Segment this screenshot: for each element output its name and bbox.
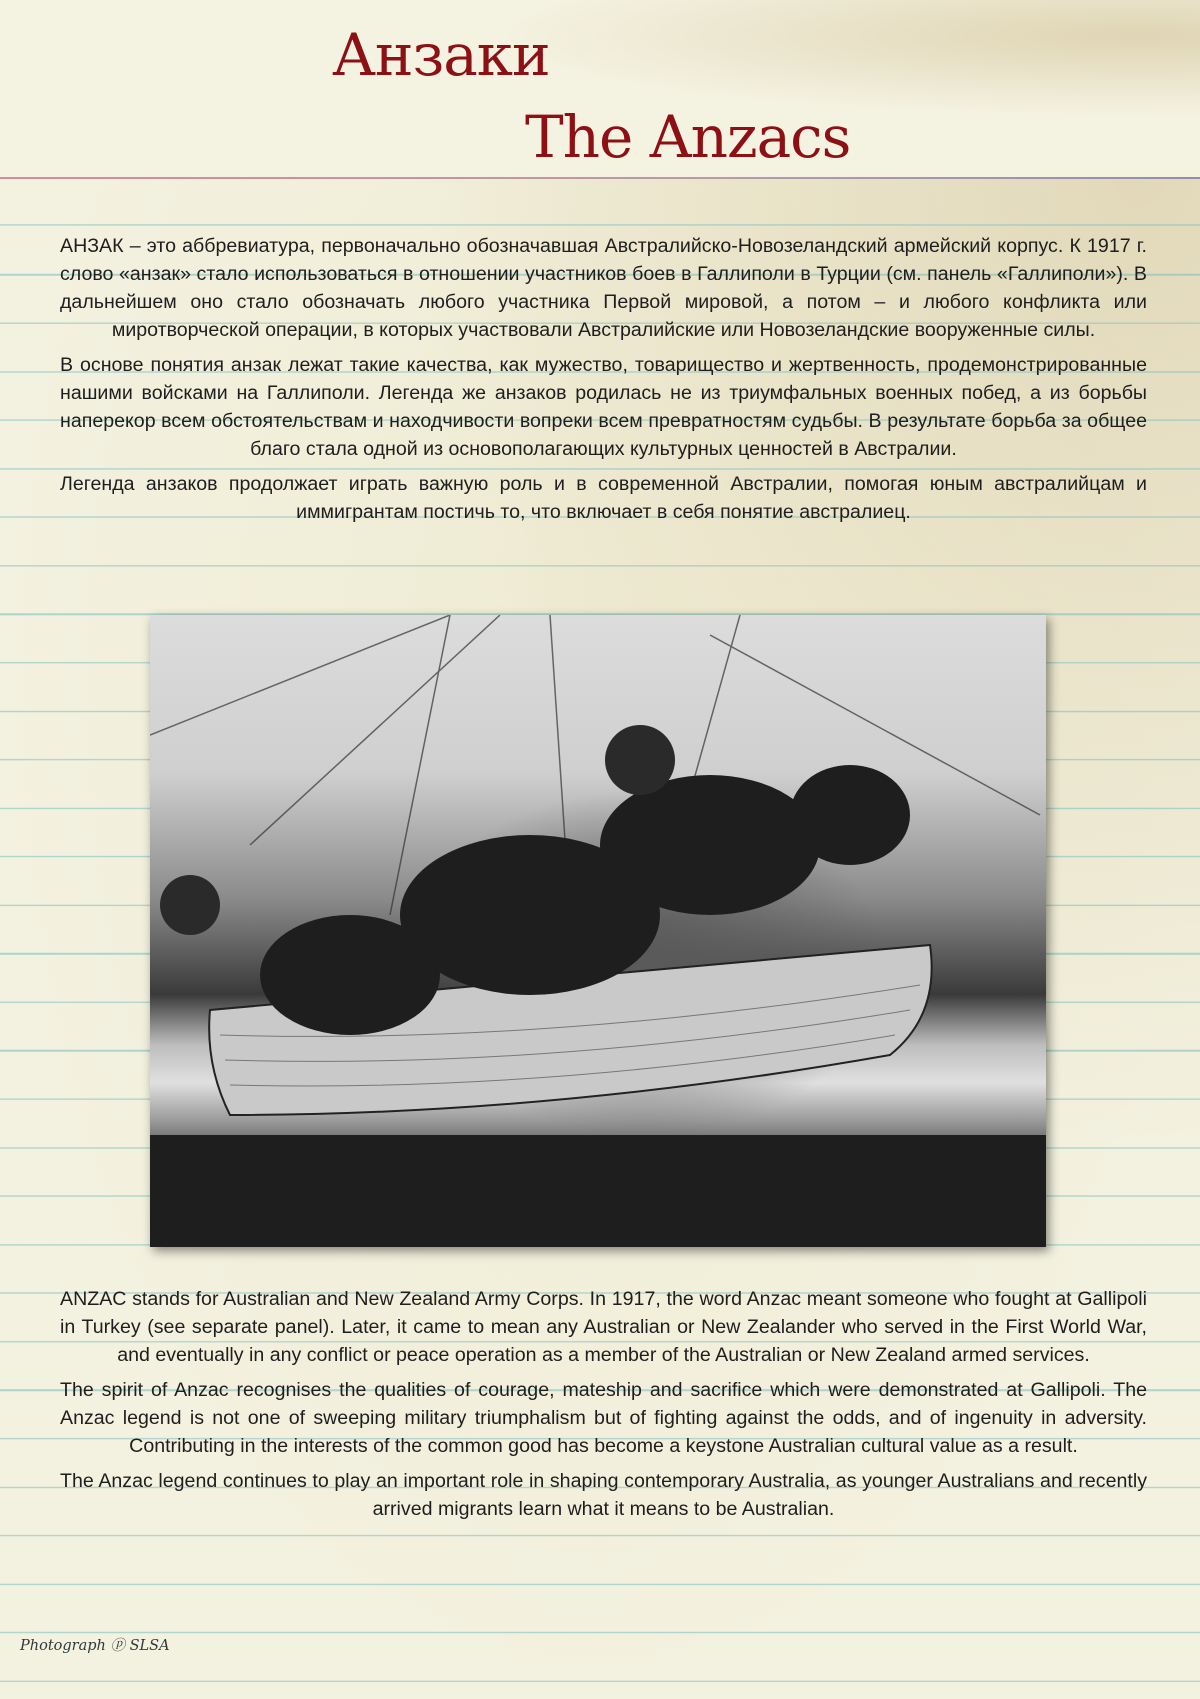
english-paragraph: The Anzac legend continues to play an important role in shaping contemporary Australia, as younger Australians and recently arrived migrants learn what it means to be Australian. <box>60 1470 1147 1520</box>
header-divider <box>0 177 1200 179</box>
russian-text-block <box>60 232 1147 533</box>
page-title-russian: Анзаки <box>332 21 550 89</box>
photo-credit: Photograph ⓟ SLSA <box>20 1638 170 1654</box>
english-paragraph: ANZAC stands for Australian and New Zealand Army Corps. In 1917, the word Anzac meant someone who fought at Gallipoli in Turkey (see separate panel). Later, it came to mean any Australian or New Zealander who served in the First World War, and eventually in any conflict or peace operation as a member of the Australian or New Zealand armed services. <box>60 1288 1147 1366</box>
english-paragraph: The spirit of Anzac recognises the qualities of courage, mateship and sacrifice which were demonstrated at Gallipoli. The Anzac legend is not one of sweeping military triumphalism but of fighting against the odds, and of ingenuity in adversity. Contributing in the interests of the common good has become a keystone Australian cultural value as a result. <box>60 1379 1147 1457</box>
russian-paragraph: АНЗАК – это аббревиатура, первоначально обозначавшая Австралийско-Новозеландский армейский корпус. К 1917 г. слово «анзак» стало использоваться в отношении участников боев в Галлиполи в Турции (см. панель «Галлиполи»). В дальнейшем оно стало обозначать любого участника Первой мировой, а потом – и любого конфликта или миротворческой операции, в которых участвовали Австралийские или Новозеландские вооруженные силы. <box>60 235 1147 341</box>
russian-paragraph: В основе понятия анзак лежат такие качества, как мужество, товарищество и жертвенность, продемонстрированные нашими войсками на Галлиполи. Легенда же анзаков родилась не из триумфальных военных побед, а из борьбы наперекор всем обстоятельствам и находчивости вопреки всем превратностям судьбы. В результате борьба за общее благо стала одной из основополагающих культурных ценностей в Австралии. <box>60 354 1147 460</box>
historical-photograph-troops-on-ship <box>150 615 1046 1247</box>
photo-illustration <box>150 615 1046 1247</box>
english-text-block <box>60 1285 1147 1530</box>
russian-paragraph: Легенда анзаков продолжает играть важную роль и в современной Австралии, помогая юным австралийцам и иммигрантам постичь то, что включает в себя понятие австралиец. <box>60 473 1147 523</box>
page-title-english: The Anzacs <box>525 103 851 171</box>
